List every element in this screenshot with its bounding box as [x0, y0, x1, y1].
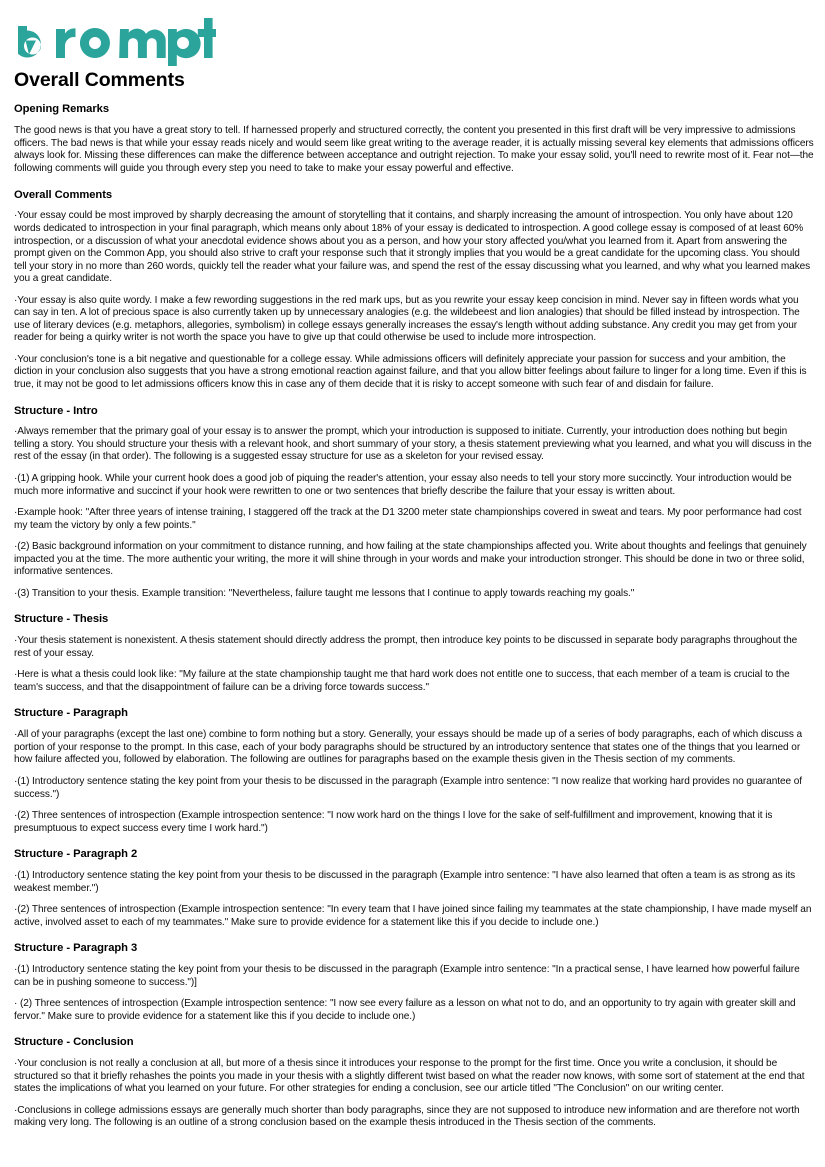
paragraph: ·(2) Three sentences of introspection (Example introspection sentence: "In every team that I have joined since failing my teammates at the state championship, I have made myself an active, involved asset to each of my teammates." Make sure to provide evidence for a statement like this if you decide to include one.): [14, 904, 812, 928]
section-heading: Structure - Paragraph 2: [14, 848, 138, 861]
paragraph: ·(1) Introductory sentence stating the key point from your thesis to be discussed in the paragraph (Example intro sentence: "I have also learned that often a team is as strong as its weakest member."): [14, 870, 796, 894]
page-title: Overall Comments: [14, 69, 185, 91]
prompt-logo: [16, 16, 815, 68]
section-structure-paragraph-3: [14, 942, 815, 1023]
paragraph: ·Here is what a thesis could look like: "My failure at the state championship taught me that hard work does not entitle one to success, that each member of a team is crucial to the team's success, and that the disappointment of failure can be a driving force towards success.": [14, 669, 790, 693]
paragraph: ·(2) Three sentences of introspection (Example introspection sentence: "I now work hard on the things I love for the sake of self-fulfillment and improvement, knowing that it is presumptuous to expect success every time I work hard."): [14, 810, 773, 834]
paragraph: ·Your conclusion's tone is a bit negative and questionable for a college essay. While admissions officers will definitely appreciate your passion for success and your ambition, the diction in your conclusion also suggests that you have a strong emotional reaction against failure, and that you allow bitter feelings about failure to linger for a long time. Even if this is true, it may not be good to let admissions officers know this in case any of them decide that it is risky to accept someone with such fear of and disdain for failure.: [14, 353, 807, 390]
section-heading: Overall Comments: [14, 188, 113, 201]
section-structure-paragraph: [14, 707, 815, 835]
paragraph: ·Your conclusion is not really a conclusion at all, but more of a thesis since it introduces your response to the prompt for the first time. Once you write a conclusion, it should be structured so that it briefly rehashes the points you made in your thesis with a slightly different twist based on what the reader now knows, with some sort of statement at the end that states the implications of what you learned on your future. For other strategies for ending a conclusion, see our article titled "The Conclusion" on our writing center.: [14, 1058, 805, 1095]
section-heading: Structure - Paragraph 3: [14, 942, 138, 955]
paragraph: ·Your essay is also quite wordy. I make a few rewording suggestions in the red mark ups, but as you rewrite your essay keep concision in mind. Never say in fifteen words what you can say in ten. A lot of precious space is also currently taken up by unnecessary analogies (e.g. the wildebeest and lion analogies) that should be filled instead by introspection. The use of literary devices (e.g. metaphors, allegories, symbolism) in college essays generally increases the essay's length without adding substance. Any credit you may get from your reader for being a quirky writer is not worth the space you have to give up that could otherwise be used to include more introspection.: [14, 294, 800, 344]
paragraph: · (2) Three sentences of introspection (Example introspection sentence: "I now see every failure as a lesson on what not to do, and an opportunity to try again with greater skill and fervor." Make sure to provide evidence for a statement like this if you decide to include one.): [14, 998, 796, 1022]
paragraph: ·(1) A gripping hook. While your current hook does a good job of piquing the reader's attention, your essay also needs to tell your story more succinctly. Your introduction would be much more informative and succinct if your hook were rewritten to one or two sentences that briefly describe the failure that your essay is written about.: [14, 473, 792, 497]
paragraph: The good news is that you have a great story to tell. If harnessed properly and structured correctly, the content you presented in this first draft will be very impressive to admissions officers. The bad news is that while your essay reads nicely and would seem like great writing to the average reader, it is actually missing several key elements that admissions officers always look for. Missing these differences can make the difference between acceptance and outright rejection. To make your essay solid, you'll need to rewrite most of it. Fear not—the following comments will guide you through every step you need to take to make your essay powerful and effective.: [14, 125, 814, 174]
section-structure-thesis: [14, 613, 815, 694]
paragraph: ·(2) Basic background information on your commitment to distance running, and how failing at the state championships affected you. Write about thoughts and feelings that genuinely impacted you at the time. The more authentic your writing, the more it will shine through in your words and make your introduction stronger. This should be done in two or three solid, informative sentences.: [14, 541, 807, 578]
paragraph: ·Always remember that the primary goal of your essay is to answer the prompt, which your introduction is supposed to initiate. Currently, your introduction does nothing but begin telling a story. You should structure your thesis with a relevant hook, and short summary of your story, a thesis statement previewing what you learned, and what you will discuss in the rest of the essay (in that order). The following is a suggested essay structure for use as a skeleton for your revised essay.: [14, 426, 812, 463]
section-structure-intro: [14, 405, 815, 601]
paragraph: ·Example hook: "After three years of intense training, I staggered off the track at the D1 3200 meter state championships covered in sweat and tears. My poor performance had cost my team the victory by only a few points.": [14, 507, 802, 531]
section-heading: Structure - Intro: [14, 404, 98, 417]
paragraph: ·(3) Transition to your thesis. Example transition: "Nevertheless, failure taught me lessons that I continue to apply towards reaching my goals.": [14, 587, 635, 599]
section-heading: Structure - Thesis: [14, 613, 109, 626]
section-heading: Opening Remarks: [14, 103, 109, 116]
paragraph: ·Your thesis statement is nonexistent. A thesis statement should directly address the prompt, then introduce key points to be discussed in separate body paragraphs throughout the rest of your essay.: [14, 635, 798, 659]
paragraph: ·Your essay could be most improved by sharply decreasing the amount of storytelling that it contains, and sharply increasing the amount of introspection. You only have about 120 words dedicated to introspection in your final paragraph, which means only about 18% of your essay is dedicated to introspection. A good college essay is composed of at least 60% introspection, or a discussion of what your anecdotal evidence shows about you as a person, and how your story affected you/what you learned from it. Apart from answering the prompt given on the Common App, you should also strive to craft your response such that it strongly implies that you would be a great candidate for the upcoming class. You should tell your story in no more than 260 words, quickly tell the reader what your failure was, and spend the rest of the essay discussing what you learned, and why what you learned makes you a great candidate.: [14, 210, 811, 285]
section-structure-paragraph-2: [14, 848, 815, 929]
paragraph: ·All of your paragraphs (except the last one) combine to form nothing but a story. Generally, your essays should be made up of a series of body paragraphs, each of which discuss a portion of your response to the prompt. In this case, each of your body paragraphs should be structured by an introductory sentence that states one of the things that you learned or how failure affected you, followed by elaboration. The following are outlines for paragraphs based on the example thesis given in the Thesis section of my comments.: [14, 729, 803, 766]
section-structure-conclusion: [14, 1036, 815, 1130]
prompt-logo-icon: [16, 16, 216, 66]
section-opening-remarks: [14, 103, 815, 175]
paragraph: ·(1) Introductory sentence stating the key point from your thesis to be discussed in the paragraph (Example intro sentence: "In a practical sense, I have learned how powerful failure can be in pushing someone to success.")]: [14, 964, 800, 988]
section-overall-comments: [14, 189, 815, 392]
section-heading: Structure - Paragraph: [14, 707, 128, 720]
paragraph: ·Conclusions in college admissions essays are generally much shorter than body paragraphs, since they are not supposed to introduce new information and are therefore not worth making very long. The following is an outline of a strong conclusion based on the example thesis introduced in the Thesis section of the comments.: [14, 1104, 800, 1129]
section-heading: Structure - Conclusion: [14, 1036, 134, 1049]
paragraph: ·(1) Introductory sentence stating the key point from your thesis to be discussed in the paragraph (Example intro sentence: "I now realize that working hard provides no guarantee of success."): [14, 775, 802, 800]
